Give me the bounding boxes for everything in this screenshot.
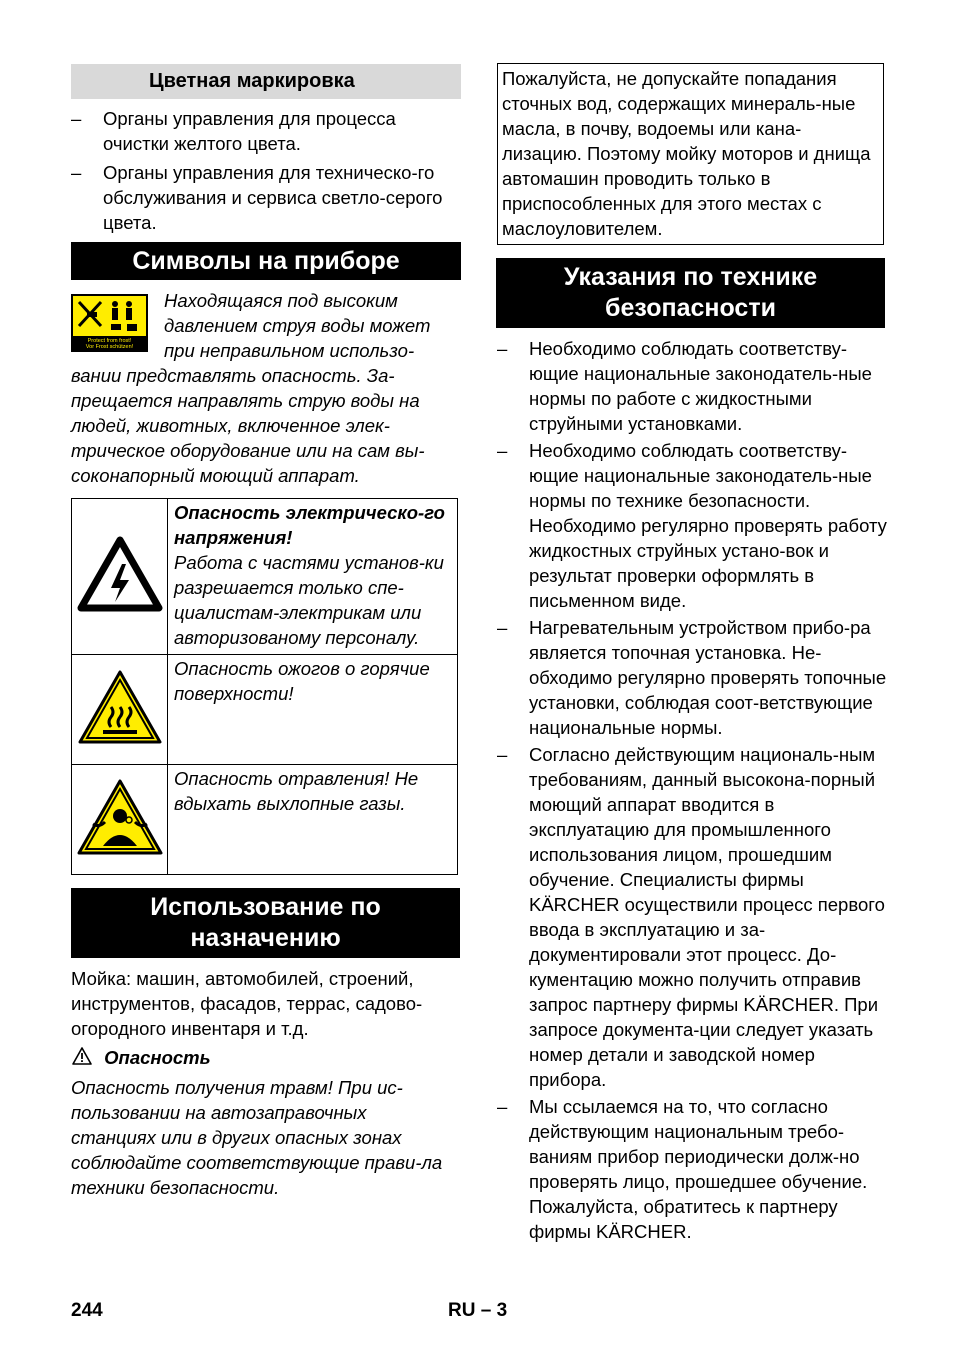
pressure-warning-body: Находящаяся под высоким давлением струя воды может при неправильном использо-вании представлять опасность. За-прещается направлять струю воды на людей, животных, включенное элек-трическое оборудование или на сам вы-соконапорный моющий аппарат. [71, 290, 431, 486]
hazard-text: Работа с частями установ-ки разрешается только спе-циалистам-электрикам или авторизованому персоналу. [174, 552, 444, 648]
safety-heading-text: Указания по технике безопасности [563, 263, 818, 322]
hazard-text-cell [168, 655, 458, 765]
list-item [71, 160, 461, 235]
symbols-heading: Символы на приборе [71, 242, 461, 280]
list-item [497, 1094, 889, 1244]
danger-text: Опасность получения травм! При ис-пользовании на автозаправочных станциях или в других опасных зонах соблюдайте соответствующие прави-ла техники безопасности. [71, 1077, 443, 1198]
list-item [71, 106, 461, 156]
table-row [72, 765, 458, 875]
table-row [72, 655, 458, 765]
hazard-table [71, 498, 458, 875]
hazard-icon-cell [72, 765, 168, 875]
list-item-text: Согласно действующим националь-ным требованиям, данный высокона-порный моющий аппарат вводится в эксплуатацию для промышленного использования лицом, прошедшим обучение. Специалисты фирмы KÄRCHER осуществили процесс первого ввода в эксплуатацию и за-документировали этот процесс. До-кументацию можно получить отправив запрос партнеру фирмы KÄRCHER. При запросе документа-ции следует указать номер детали и заводской номер прибора. [529, 744, 885, 1090]
dash-mark: – [71, 108, 82, 129]
electric-hazard-icon [77, 536, 163, 612]
list-item-text: Нагревательным устройством прибо-ра является топочная установка. Не-обходимо регулярно проверять топочные установки, соблюдая соот-ветствующие национальные нормы. [529, 617, 887, 738]
list-item [497, 615, 889, 740]
label-text-line2: Vor Frost schützen! [85, 344, 134, 350]
color-marking-heading: Цветная маркировка [71, 64, 461, 99]
section-label: RU – 3 [448, 1300, 508, 1321]
list-item [497, 438, 889, 613]
hazard-text-cell [168, 765, 458, 875]
dash-mark: – [497, 617, 508, 638]
hazard-title: Опасность электрическо-го напряжения! [174, 502, 445, 548]
hazard-icon-cell [72, 499, 168, 655]
dash-mark: – [497, 744, 508, 765]
label-text-line1: Protect from frost! [87, 338, 132, 344]
toxic-fumes-icon [75, 776, 165, 858]
danger-label: Опасность [104, 1047, 211, 1068]
environment-note-box [497, 63, 884, 245]
warning-triangle-icon [71, 1046, 93, 1066]
label-float-spacer [71, 288, 164, 354]
danger-label-row [71, 1045, 461, 1070]
color-marking-list [71, 106, 461, 239]
list-item [497, 742, 889, 1092]
table-row [72, 499, 458, 655]
intended-use-heading-text: Использование по назначению [150, 893, 381, 952]
page-number: 244 [71, 1300, 103, 1321]
list-item-text: Мы ссылаемся на то, что согласно действующим национальным требо-ваниям прибор периодически долж-но проверять лицо, прошедшее обучение. Пожалуйста, обратитесь к партнеру фирмы KÄRCHER. [529, 1096, 868, 1242]
hazard-text-cell [168, 499, 458, 655]
hot-surface-icon [77, 667, 163, 747]
dash-mark: – [497, 440, 508, 461]
safety-heading [496, 258, 885, 328]
dash-mark: – [497, 338, 508, 359]
dash-mark: – [497, 1096, 508, 1117]
safety-list [497, 336, 889, 1246]
pressure-warning-text [71, 288, 461, 488]
list-item-text: Органы управления для техническо-го обслуживания и сервиса светло-серого цвета. [103, 162, 443, 233]
list-item-text: Необходимо соблюдать соответству-ющие национальные законодатель-ные нормы по работе с жидкостными струйными установками. [529, 338, 872, 434]
list-item-text: Необходимо соблюдать соответству-ющие национальные законодатель-ные нормы по технике безопасности. Необходимо регулярно проверять работу жидкостных струйных устано-вок и результат проверки оформлять в письменном виде. [529, 440, 887, 611]
environment-note-text: Пожалуйста, не допускайте попадания сточных вод, содержащих минераль-ные масла, в почву, водоемы или кана-лизацию. Поэтому мойку моторов и днища автомашин проводить только в приспособленных для этого местах с маслоуловителем. [502, 68, 871, 239]
hazard-text: Опасность отравления! Не вдыхать выхлопные газы. [174, 768, 419, 814]
list-item-text: Органы управления для процесса очистки желтого цвета. [103, 108, 396, 154]
intended-use-heading [71, 888, 460, 958]
intended-use-text: Мойка: машин, автомобилей, строений, инструментов, фасадов, террас, садово-огородного инвентаря и т.д. [71, 968, 423, 1039]
dash-mark: – [71, 162, 82, 183]
hazard-icon-cell [72, 655, 168, 765]
hazard-text: Опасность ожогов о горячие поверхности! [174, 658, 430, 704]
list-item [497, 336, 889, 436]
